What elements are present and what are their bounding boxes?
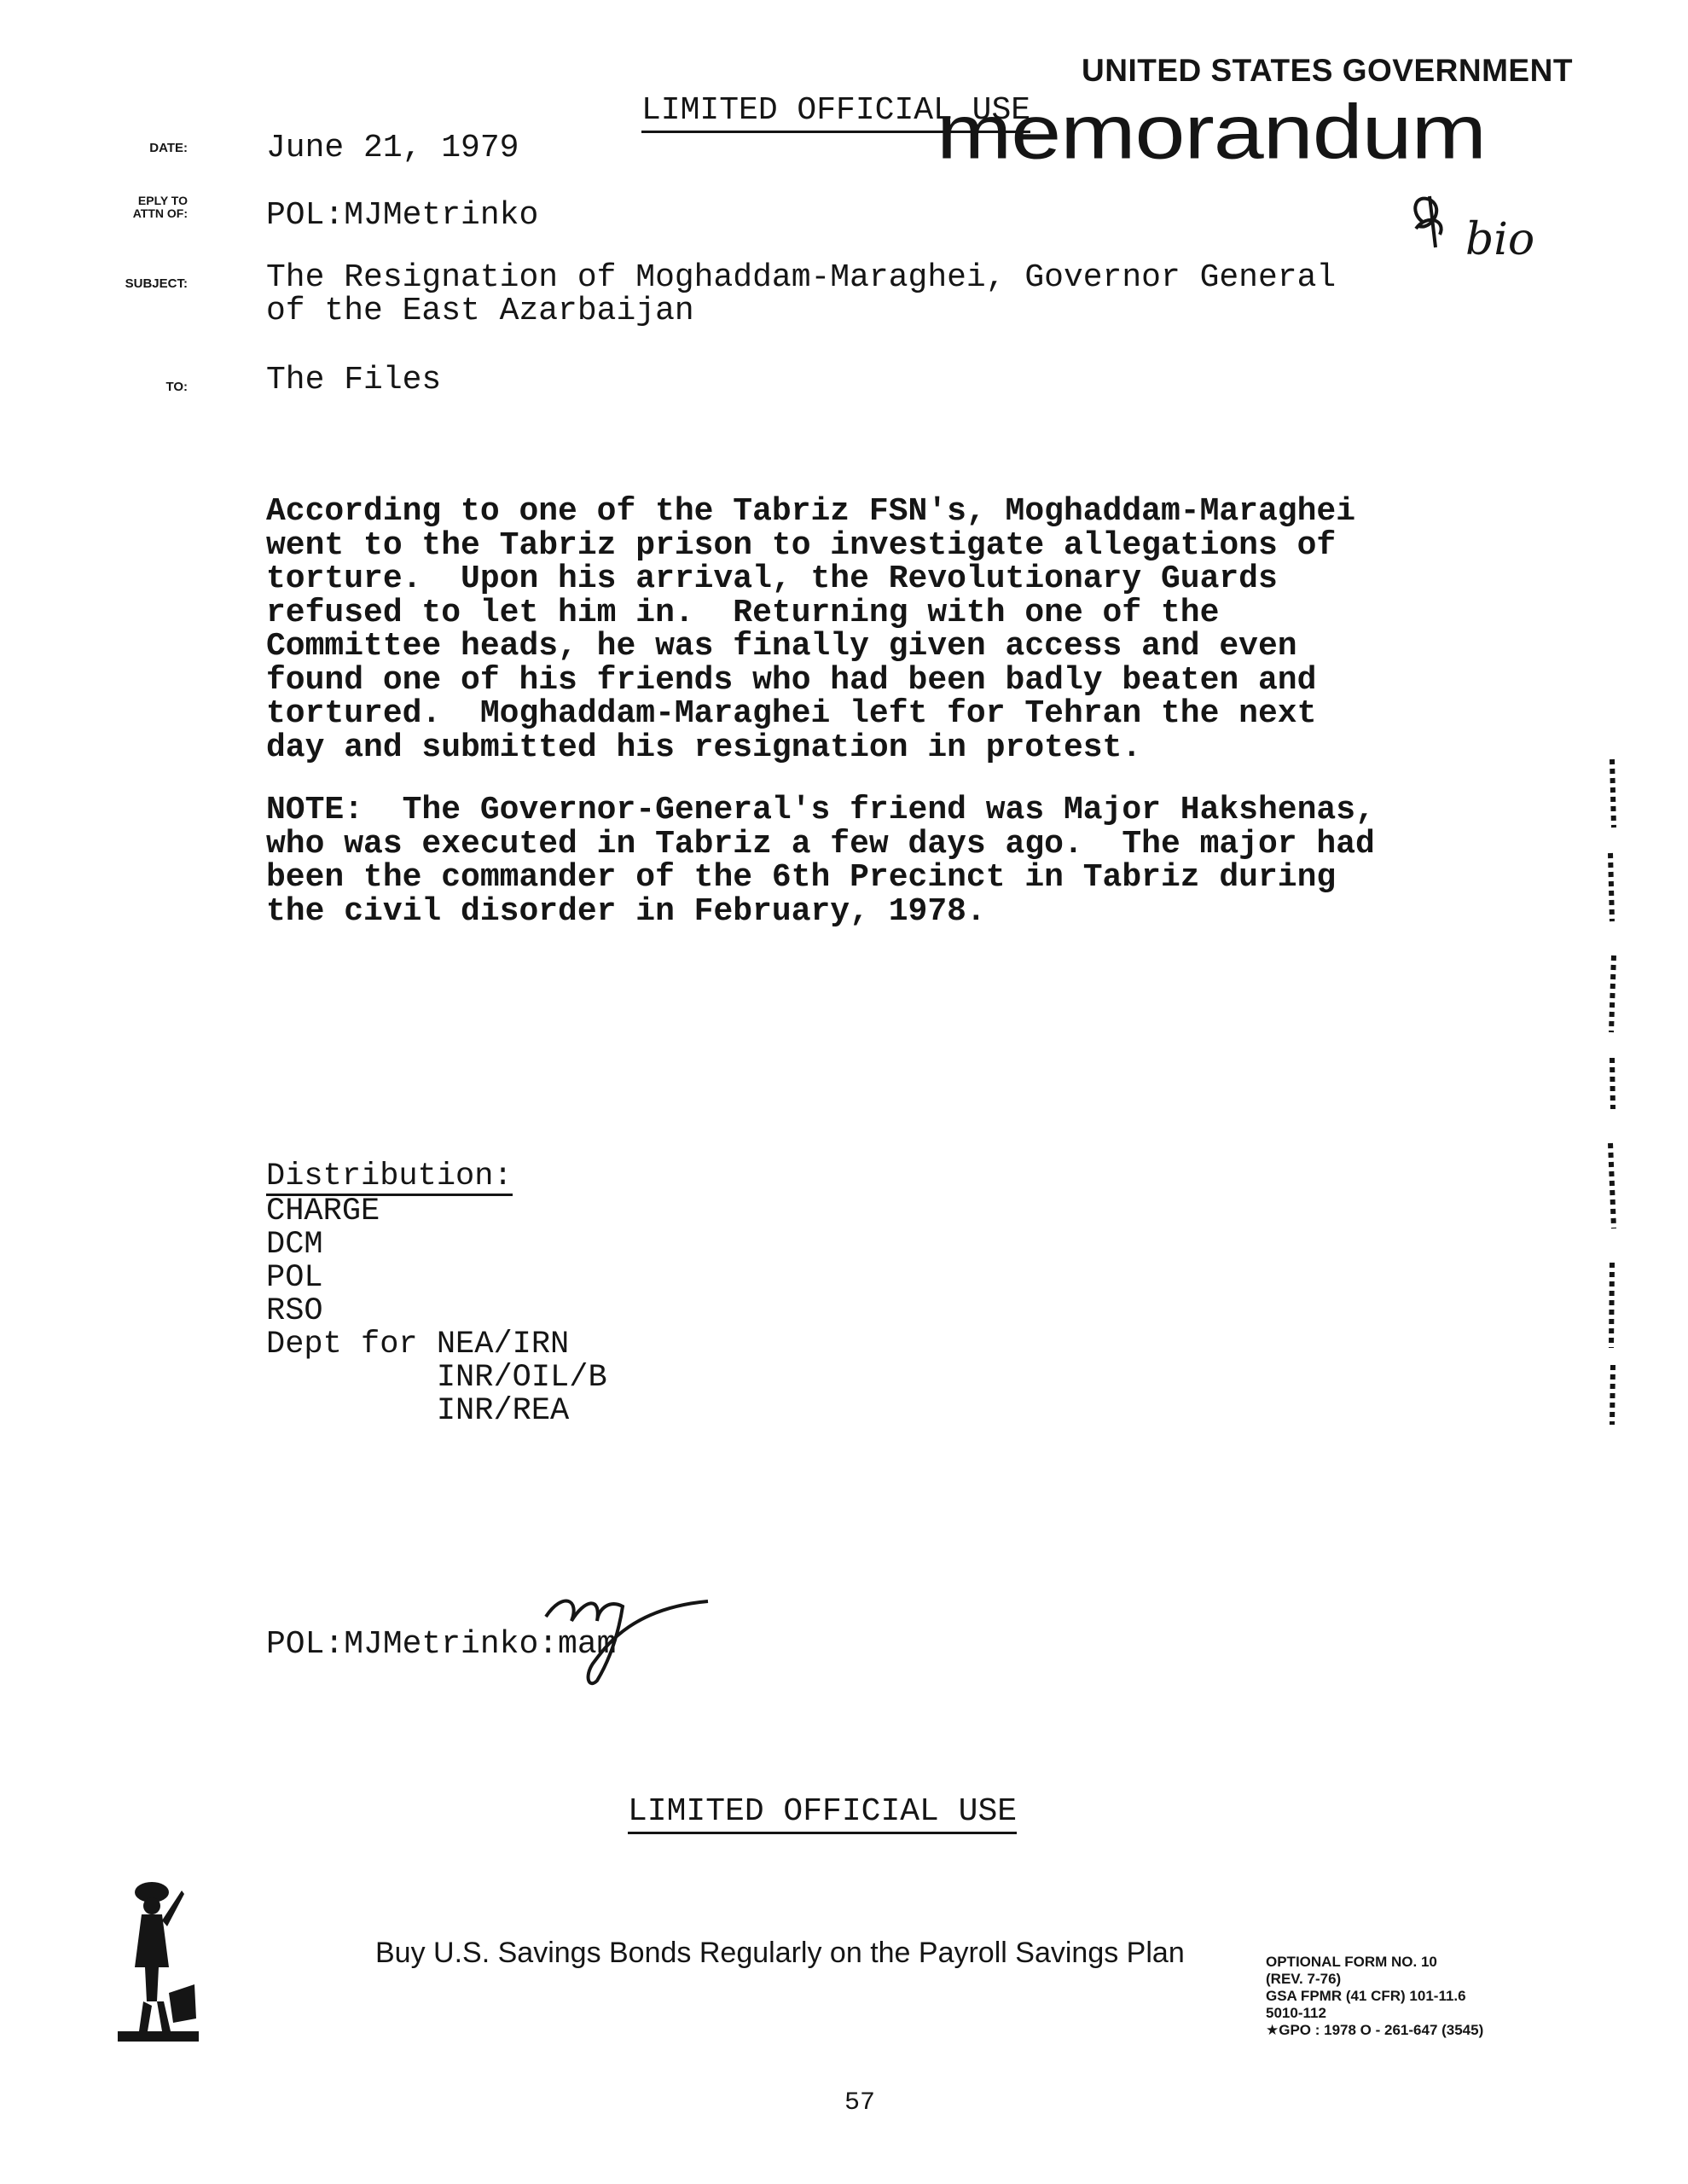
scan-edge-marks (1595, 751, 1629, 1433)
reply-to-value: POL:MJMetrinko (266, 197, 539, 234)
subject-label: SUBJECT: (125, 276, 188, 291)
body-paragraph-2: NOTE: The Governor-General's friend was Major Hakshenas, who was executed in Tabriz a few days ago. The major had been the commander of the 6th Precinct in Tabriz during the civil disorder in February, 1978. (266, 792, 1375, 930)
classification-top: LIMITED OFFICIAL USE (641, 92, 1030, 133)
subject-value: The Resignation of Moghaddam-Maraghei, Governor General of the East Azarbaijan (266, 259, 1337, 329)
distribution-list: CHARGE DCM POL RSO Dept for NEA/IRN INR/OIL/B INR/REA (266, 1194, 607, 1429)
reply-to-label: EPLY TO ATTN OF: (132, 194, 188, 220)
page-number: 57 (844, 2088, 876, 2117)
handwritten-initials (537, 1583, 734, 1693)
date-label: DATE: (149, 141, 188, 155)
date-value: June 21, 1979 (266, 130, 519, 166)
to-value: The Files (266, 362, 442, 398)
classification-bottom: LIMITED OFFICIAL USE (628, 1793, 1017, 1834)
minuteman-logo (109, 1873, 203, 2044)
handwritten-bio-note (1406, 188, 1542, 282)
savings-bonds-slogan: Buy U.S. Savings Bonds Regularly on the Payroll Savings Plan (375, 1937, 1185, 1969)
optional-form-info: OPTIONAL FORM NO. 10 (REV. 7-76) GSA FPMR (41 CFR) 101-11.6 5010-112 ★GPO : 1978 O - 261-647 (3545) (1266, 1954, 1484, 2038)
body-paragraph-1: According to one of the Tabriz FSN's, Moghaddam-Maraghei went to the Tabriz prison to investigate allegations of torture. Upon his arrival, the Revolutionary Guards refused to let him in. Returning with one of the Committee heads, he was finally given access and even found one of his friends who had been badly beaten and tortured. Moghaddam-Maraghei left for Tehran the next day and submitted his resignation in protest. (266, 493, 1356, 766)
memorandum-title: memorandum (937, 89, 1486, 176)
distribution-heading: Distribution: (266, 1159, 513, 1194)
handwritten-text: bio (1465, 214, 1535, 265)
signature-line: POL:MJMetrinko:mam (266, 1626, 617, 1663)
to-label: TO: (165, 380, 188, 394)
government-heading: UNITED STATES GOVERNMENT (1082, 53, 1573, 88)
